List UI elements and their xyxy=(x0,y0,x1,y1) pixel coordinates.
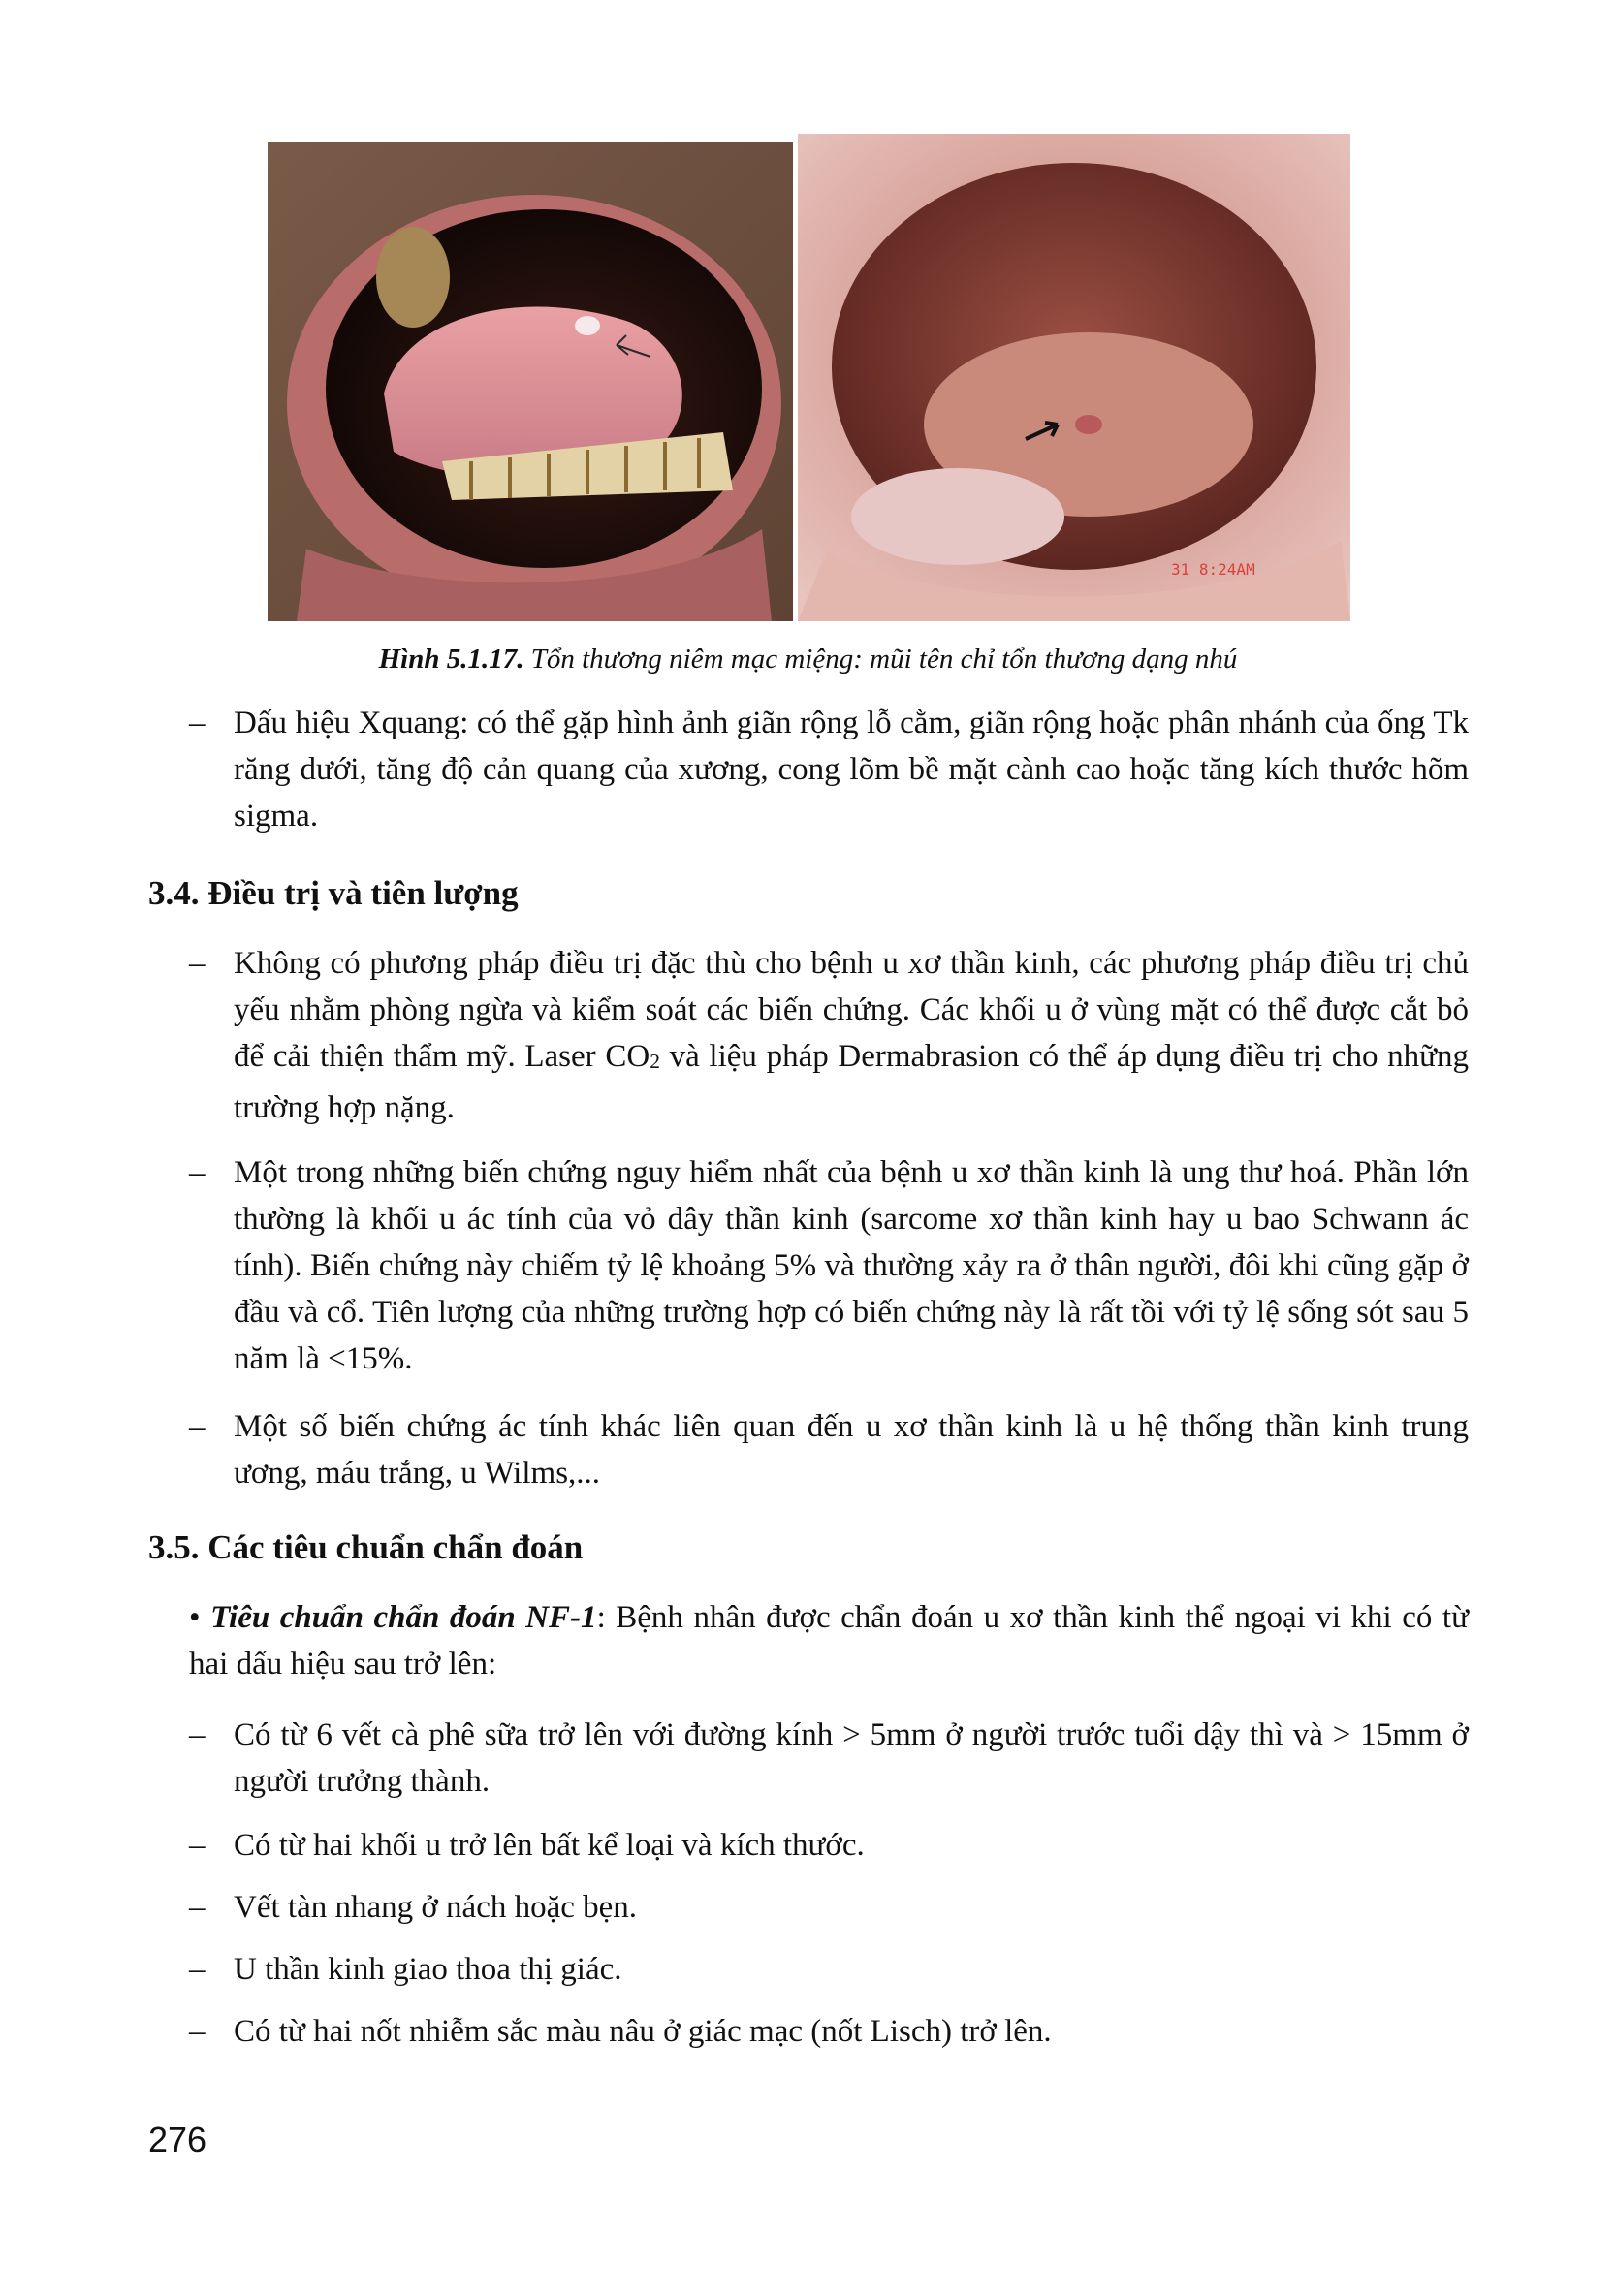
criteria-item-text: Có từ hai nốt nhiễm sắc màu nâu ở giác mạc (nốt Lisch) trở lên. xyxy=(234,2014,1052,2049)
criteria-intro xyxy=(189,1594,1469,1687)
bullet-dash: – xyxy=(189,1828,206,1863)
criteria-item-text: Có từ 6 vết cà phê sữa trở lên với đường kính > 5mm ở người trước tuổi dậy thì và > 15mm ở người trưởng thành. xyxy=(234,1717,1469,1799)
bullet-dash: – xyxy=(189,1717,206,1752)
bullet-treatment xyxy=(189,940,1469,1131)
criteria-item xyxy=(189,2008,1469,2055)
figure-caption xyxy=(0,644,1616,676)
bullet-dash: – xyxy=(189,706,206,740)
criteria-item xyxy=(189,1946,1469,1993)
criteria-item xyxy=(189,1822,1469,1869)
criteria-item-text: Vết tàn nhang ở nách hoặc bẹn. xyxy=(234,1890,638,1925)
bullet-dash: – xyxy=(189,1890,206,1925)
bullet-dash: – xyxy=(189,946,206,981)
bullet-xray xyxy=(189,700,1469,839)
heading-3-5: 3.5. Các tiêu chuẩn chẩn đoán xyxy=(148,1528,584,1566)
criteria-item-text: U thần kinh giao thoa thị giác. xyxy=(234,1952,622,1987)
bullet-dash: – xyxy=(189,2014,206,2049)
bullet-malignancy xyxy=(189,1149,1469,1382)
criteria-intro-text: : Bệnh nhân được chẩn đoán u xơ thần kinh thể ngoại vi khi có từ hai dấu hiệu sau trở lên: xyxy=(189,1600,1469,1682)
bullet-dash: – xyxy=(189,1155,206,1190)
bullet-treatment-text-post: và liệu pháp Dermabrasion có thể áp dụng điều trị cho những trường hợp nặng. xyxy=(234,1039,1470,1126)
criteria-item xyxy=(189,1884,1469,1931)
criteria-item-text: Có từ hai khối u trở lên bất kể loại và kích thước. xyxy=(234,1828,865,1863)
photo-palate-lesion xyxy=(798,134,1350,621)
heading-3-4: 3.4. Điều trị và tiên lượng xyxy=(148,874,519,912)
bullet-xray-text: Dấu hiệu Xquang: có thể gặp hình ảnh giãn rộng lỗ cằm, giãn rộng hoặc phân nhánh của ống Tk răng dưới, tăng độ cản quang của xương, cong lõm bề mặt cành cao hoặc tăng kích thước hõm sigma. xyxy=(234,706,1469,833)
bullet-other-complications-text: Một số biến chứng ác tính khác liên quan đến u xơ thần kinh là u hệ thống thần kinh trung ương, máu trắng, u Wilms,... xyxy=(234,1409,1469,1491)
figure-label: Hình 5.1.17. xyxy=(378,644,524,675)
figure-oral-lesions xyxy=(268,134,1350,621)
photo-timestamp: 31 8:24AM xyxy=(1171,560,1255,579)
criteria-bullet-mark: • xyxy=(189,1600,201,1635)
co2-subscript: 2 xyxy=(650,1050,660,1074)
photo-tongue-lesion xyxy=(268,142,793,621)
criteria-title: Tiêu chuẩn chẩn đoán NF-1 xyxy=(210,1600,597,1635)
bullet-other-complications xyxy=(189,1403,1469,1496)
bullet-malignancy-text: Một trong những biến chứng nguy hiểm nhất của bệnh u xơ thần kinh là ung thư hoá. Phần lớn thường là khối u ác tính của vỏ dây thần kinh (sarcome xơ thần kinh hay u bao Schwann ác tính). Biến chứng này chiếm tỷ lệ khoảng 5% và thường xảy ra ở thân người, đôi khi cũng gặp ở đầu và cổ. Tiên lượng của những trường hợp có biến chứng này là rất tồi với tỷ lệ sống sót sau 5 năm là <15%. xyxy=(234,1155,1469,1376)
figure-caption-text: Tổn thương niêm mạc miệng: mũi tên chỉ tổn thương dạng nhú xyxy=(530,644,1238,675)
criteria-item xyxy=(189,1712,1469,1805)
page-number: 276 xyxy=(148,2120,207,2159)
bullet-dash: – xyxy=(189,1952,206,1987)
bullet-dash: – xyxy=(189,1409,206,1444)
bullet-treatment-text-pre: Không có phương pháp điều trị đặc thù cho bệnh u xơ thần kinh, các phương pháp điều trị chủ yếu nhằm phòng ngừa và kiểm soát các biến chứng. Các khối u ở vùng mặt có thể được cắt bỏ để cải thiện thẩm mỹ. Laser CO xyxy=(234,946,1469,1074)
